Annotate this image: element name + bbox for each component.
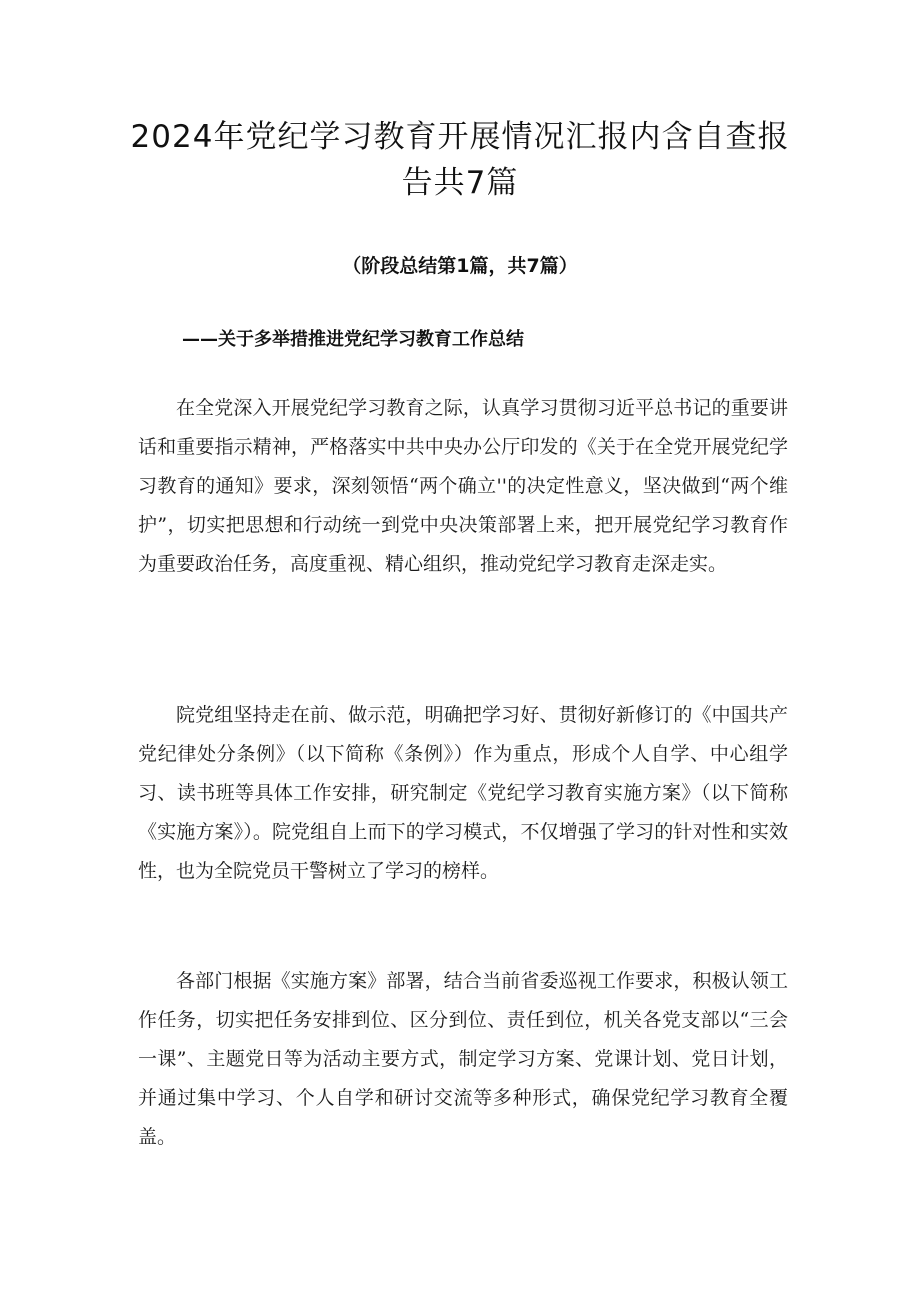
paragraph: 院党组坚持走在前、做示范，明确把学习好、贯彻好新修订的《中国共产党纪律处分条例》（以下简称《条例》）作为重点，形成个人自学、中心组学习、读书班等具体工作安排，研究制定《党纪学习教育实施方案》（以下简称《实施方案》）。院党组自上而下的学习模式，不仅增强了学习的针对性和实效性，也为全院党员干警树立了学习的榜样。 (138, 704, 788, 882)
document-subtitle: （阶段总结第1篇，共7篇） (342, 255, 578, 277)
document-title: 2024年党纪学习教育开展情况汇报内含自查报告共7篇 (130, 119, 790, 201)
section-heading: ——关于多举措推进党纪学习教育工作总结 (182, 329, 524, 350)
paragraph: 各部门根据《实施方案》部署，结合当前省委巡视工作要求，积极认领工作任务，切实把任务安排到位、区分到位、责任到位，机关各党支部以“三会一课”、主题党日等为活动主要方式，制定学习方案、党课计划、党日计划，并通过集中学习、个人自学和研讨交流等多种形式，确保党纪学习教育全覆盖。 (138, 970, 788, 1148)
paragraph: 在全党深入开展党纪学习教育之际，认真学习贯彻习近平总书记的重要讲话和重要指示精神，严格落实中共中央办公厅印发的《关于在全党开展党纪学习教育的通知》要求，深刻领悟“两个确立''的决定性意义，坚决做到“两个维护”，切实把思想和行动统一到党中央决策部署上来，把开展党纪学习教育作为重要政治任务，高度重视、精心组织，推动党纪学习教育走深走实。 (138, 397, 788, 575)
